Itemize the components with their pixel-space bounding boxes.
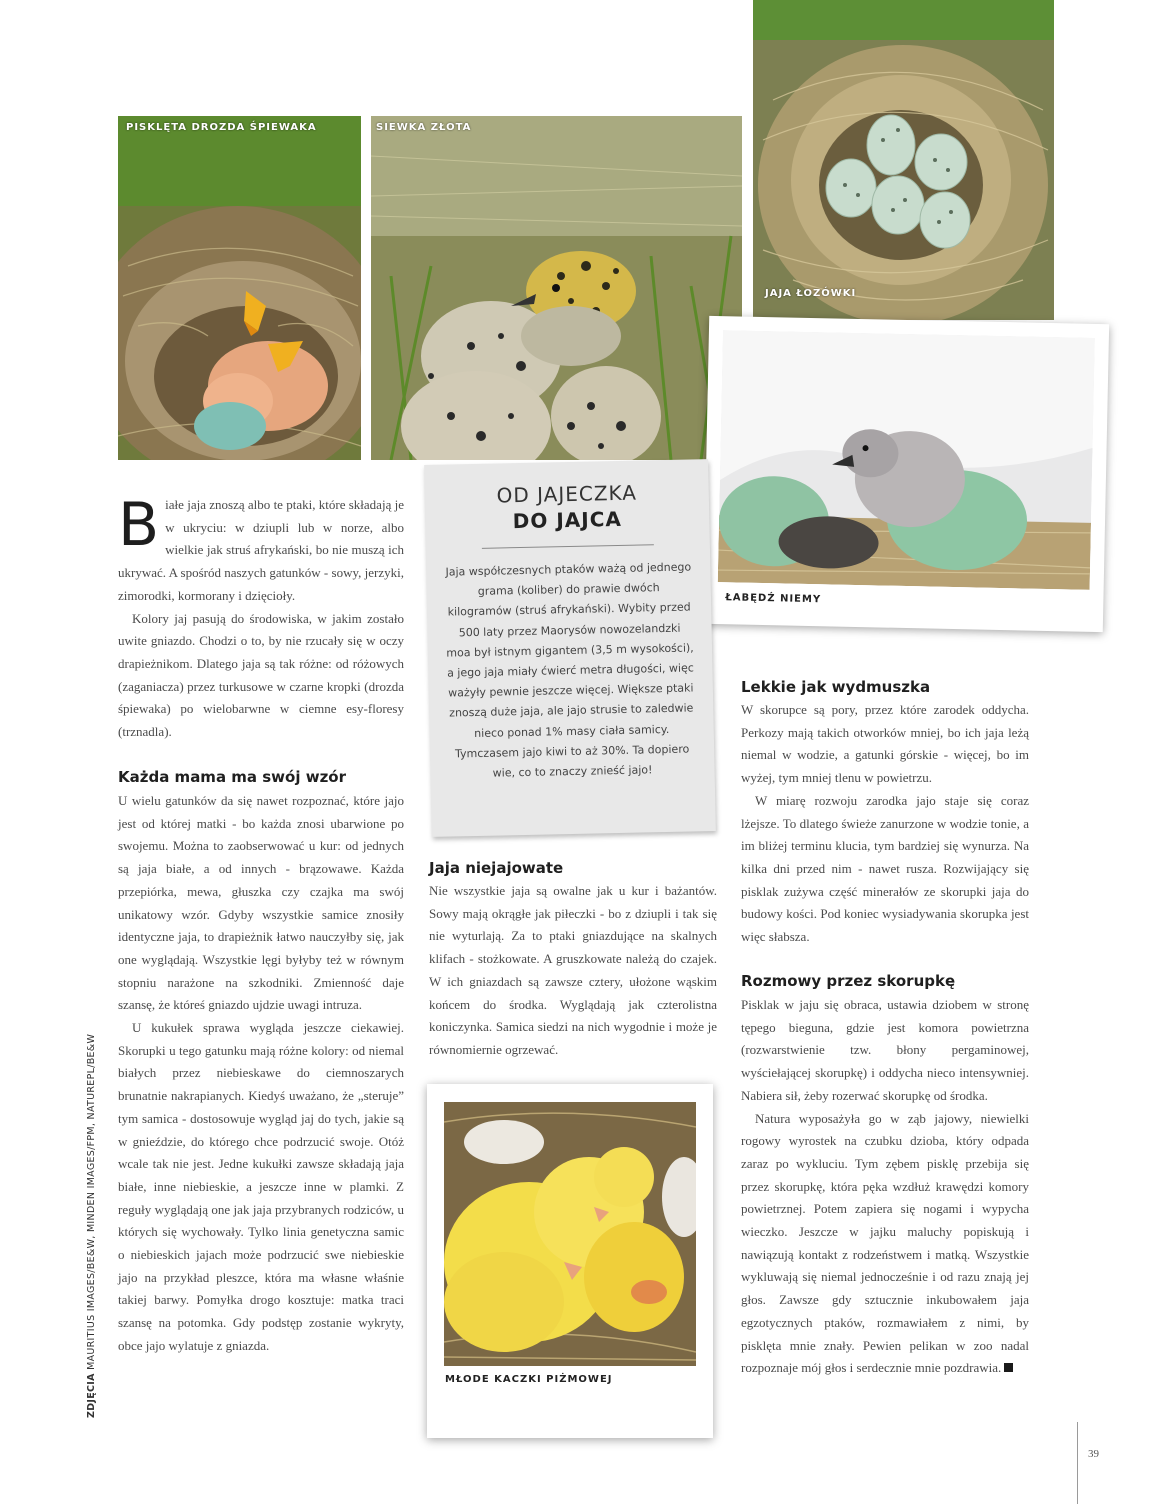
col3-paragraph-2: W miarę rozwoju zarodka jajo staje się coraz lżejsze. To dlatego świeże zanurzone w wodzie tonie, a im bliżej terminu klucia, tym bardziej się wynurza. Na kilka dni przed nim - nawet rusza. Rozwijający się pisklak zużywa część minerałów ze skorupki jaja do budowy kości. Pod koniec wysiadywania skorupka jest więc słabsza. [741, 792, 1029, 945]
sidebar-divider [482, 544, 654, 549]
column-1-body [118, 790, 404, 1358]
photo-credit [86, 1034, 97, 1418]
dropcap: B [118, 490, 160, 560]
photo-caption-ducklings: MŁODE KACZKI PIŻMOWEJ [445, 1374, 613, 1385]
photo-golden-plover [371, 116, 742, 460]
photo-warbler-eggs [753, 0, 1054, 320]
photo-credit-label: ZDJĘCIA [86, 1373, 97, 1418]
sidebar-title-line1: OD JAJECZKA [496, 480, 638, 508]
photo-thrush-chicks [118, 116, 361, 460]
polaroid-mute-swan [703, 316, 1109, 632]
col1-paragraph-1: U wielu gatunków da się nawet rozpoznać, które jajo jest od której matki - bo każda znosi ubarwione po swojemu. Można to zaobserwować u kur: od jednych są jaja białe, a od innych - brązowawe. Każda przepiórka, mewa, głuszka czy czajka ma swój unikatowy wzór. Gdyby wszystkie samice znosiły identyczne jaja, to drapieżnik łatwo nauczyłby się, jak one wyglądają. Wszystkie lęgi byłyby też w równym stopniu narażone na szkodniki. Zmienność daje szansę, że któreś gniazdo ujdzie uwagi intruza. [118, 793, 404, 1013]
heading-lekkie-jak-wydmuszka: Lekkie jak wydmuszka [741, 678, 931, 696]
column-2-body [429, 880, 717, 1062]
photo-caption-plover: SIEWKA ZŁOTA [376, 122, 472, 133]
col1-paragraph-2: U kukułek sprawa wygląda jeszcze ciekawiej. Skorupki u tego gatunku mają różne kolory: od niemal białych przez niebieskawe do ciemnoszarych brunatnie nakrapianych. Kiedyś uważano, że „steruje” tym samica - dostosowuje wygląd jaj do tych, jakie są w gnieździe, do którego chce podrzucić swoje. Otóż wcale tak nie jest. Jedne kukułki zawsze składają jaja białe, inne niebieskie, a jeszcze inne w plamki. Z reguły wyglądają one jak jaja przybranych rodziców, u których się wychowały. Tylko linia genetyczna samic o niebieskich jajach może podrzucić swe niebieskie jajo na przykład pleszce, która ma własne właśnie takiej barwy. Pomyłka drogo kosztuje: matka traci szansę na potomka. Gdy podstęp zostanie wykryty, obce jajo wylatuje z gniazda. [118, 1020, 404, 1353]
col3-paragraph-3: Pisklak w jaju się obraca, ustawia dziobem w stronę tępego bieguna, gdzie jest komora powietrzna (rozwarstwienie tzw. błony pergaminowej, wyściełającej skorupkę) i oddycha nieco intensywniej. Nabiera sił, żeby rozerwać skorupkę od środka. [741, 997, 1029, 1103]
col3-paragraph-1: W skorupce są pory, przez które zarodek oddycha. Perkozy mają takich otworków mniej, bo ich jaja leżą niemal w wodzie, a gatunki górskie - więcej, bo im wyżej, tym mniej tlenu w powietrzu. [741, 702, 1029, 786]
intro-paragraph-1: iałe jaja znoszą albo te ptaki, które składają je w ukryciu: w dziupli lub w norze, albo wielkie jak struś afrykański, bo nie muszą ich ukrywać. A spośród naszych gatunków - sowy, jerzyki, zimorodki, kormorany i dzięcioły. [118, 497, 404, 603]
col3-paragraph-4: Natura wyposażyła go w ząb jajowy, niewielki rogowy wyrostek na czubku dzioba, który odpada zaraz po wykluciu. Tym zębem pisklę przebija się przez skorupkę, która pęka wzdłuż krawędzi komory powietrznej. Potem zapiera się nogami i wypycha wieczko. Jeszcze w jajku maluchy popiskują i nawiązują kontakt z rodzeństwem i matką. Wszystkie wykluwają się niemal jednocześnie i od razu znają jej głos. Zawsze gdy sztucznie inkubowałem jaja egzotycznych ptaków, rozmawiałem z nimi, by pisklęta mnie znały. Pewien pelikan w zoo nadal rozpoznaje mój głos i serdecznie mnie pozdrawia. [741, 1110, 1029, 1376]
photo-caption-thrush: PISKLĘTA DROZDA ŚPIEWAKA [126, 122, 317, 133]
photo-credit-text: MAURITIUS IMAGES/BE&W, MINDEN IMAGES/FPM, NATUREPL/BE&W [86, 1033, 97, 1370]
sidebar-box [424, 459, 716, 837]
column-3-bottom [741, 994, 1029, 1380]
page-number-rule [1077, 1422, 1078, 1504]
photo-caption-warbler: JAJA ŁOZÓWKI [765, 288, 857, 299]
sidebar-title-line2: DO JAJCA [512, 506, 623, 534]
column-1-intro [118, 490, 404, 744]
photo-caption-swan: ŁABĘDŹ NIEMY [725, 592, 822, 606]
heading-jaja-niejajowate: Jaja niejajowate [429, 859, 564, 877]
column-3-top [741, 699, 1029, 949]
polaroid-ducklings [427, 1084, 713, 1438]
intro-paragraph-2: Kolory jaj pasują do środowiska, w jakim zostało uwite gniazdo. Chodzi o to, by nie rzucały się w oczy drapieżnikom. Dlatego jaja są tak różne: od różowych (zaganiacza) przez turkusowe w czarne kropki (drozda śpiewaka) po wielobarwne w ciemne esy-floresy (trznadla). [118, 610, 404, 740]
col2-paragraph-1: Nie wszystkie jaja są owalne jak u kur i bażantów. Sowy mają okrągłe jak piłeczki - bo z dziupli i tak się nie wyturlają. Za to ptaki gniazdujące na skalnych klifach - stożkowate. A gruszkowate należą do czajek. W ich gniazdach są zawsze cztery, ułożone wąskim końcem do środka. Wyglądają jak czterolistna koniczynka. Samica siedzi na nich wygodnie i może je równomiernie ogrzewać. [429, 883, 717, 1057]
end-of-article-mark [1004, 1363, 1013, 1372]
heading-rozmowy-przez-skorupke: Rozmowy przez skorupkę [741, 972, 956, 990]
sidebar-text: Jaja współczesnych ptaków ważą od jednego grama (koliber) do prawie dwóch kilogramów (struś afrykański). Wybity przed 500 laty przez Maorysów nowozelandzki moa był istnym gigantem (3,5 m wysokości), a jego jaja miały ćwierć metra długości, więc ważyły pewnie jeszcze więcej. Większe ptaki znoszą duże jaja, ale jajo strusie to zaledwie nieco ponad 1% masy ciała samicy. Tymczasem jajo kiwi to aż 30%. Ta dopiero wie, co to znaczy znieść jajo! [445, 560, 694, 780]
page-number: 39 [1088, 1448, 1099, 1460]
heading-kazda-mama: Każda mama ma swój wzór [118, 768, 347, 786]
